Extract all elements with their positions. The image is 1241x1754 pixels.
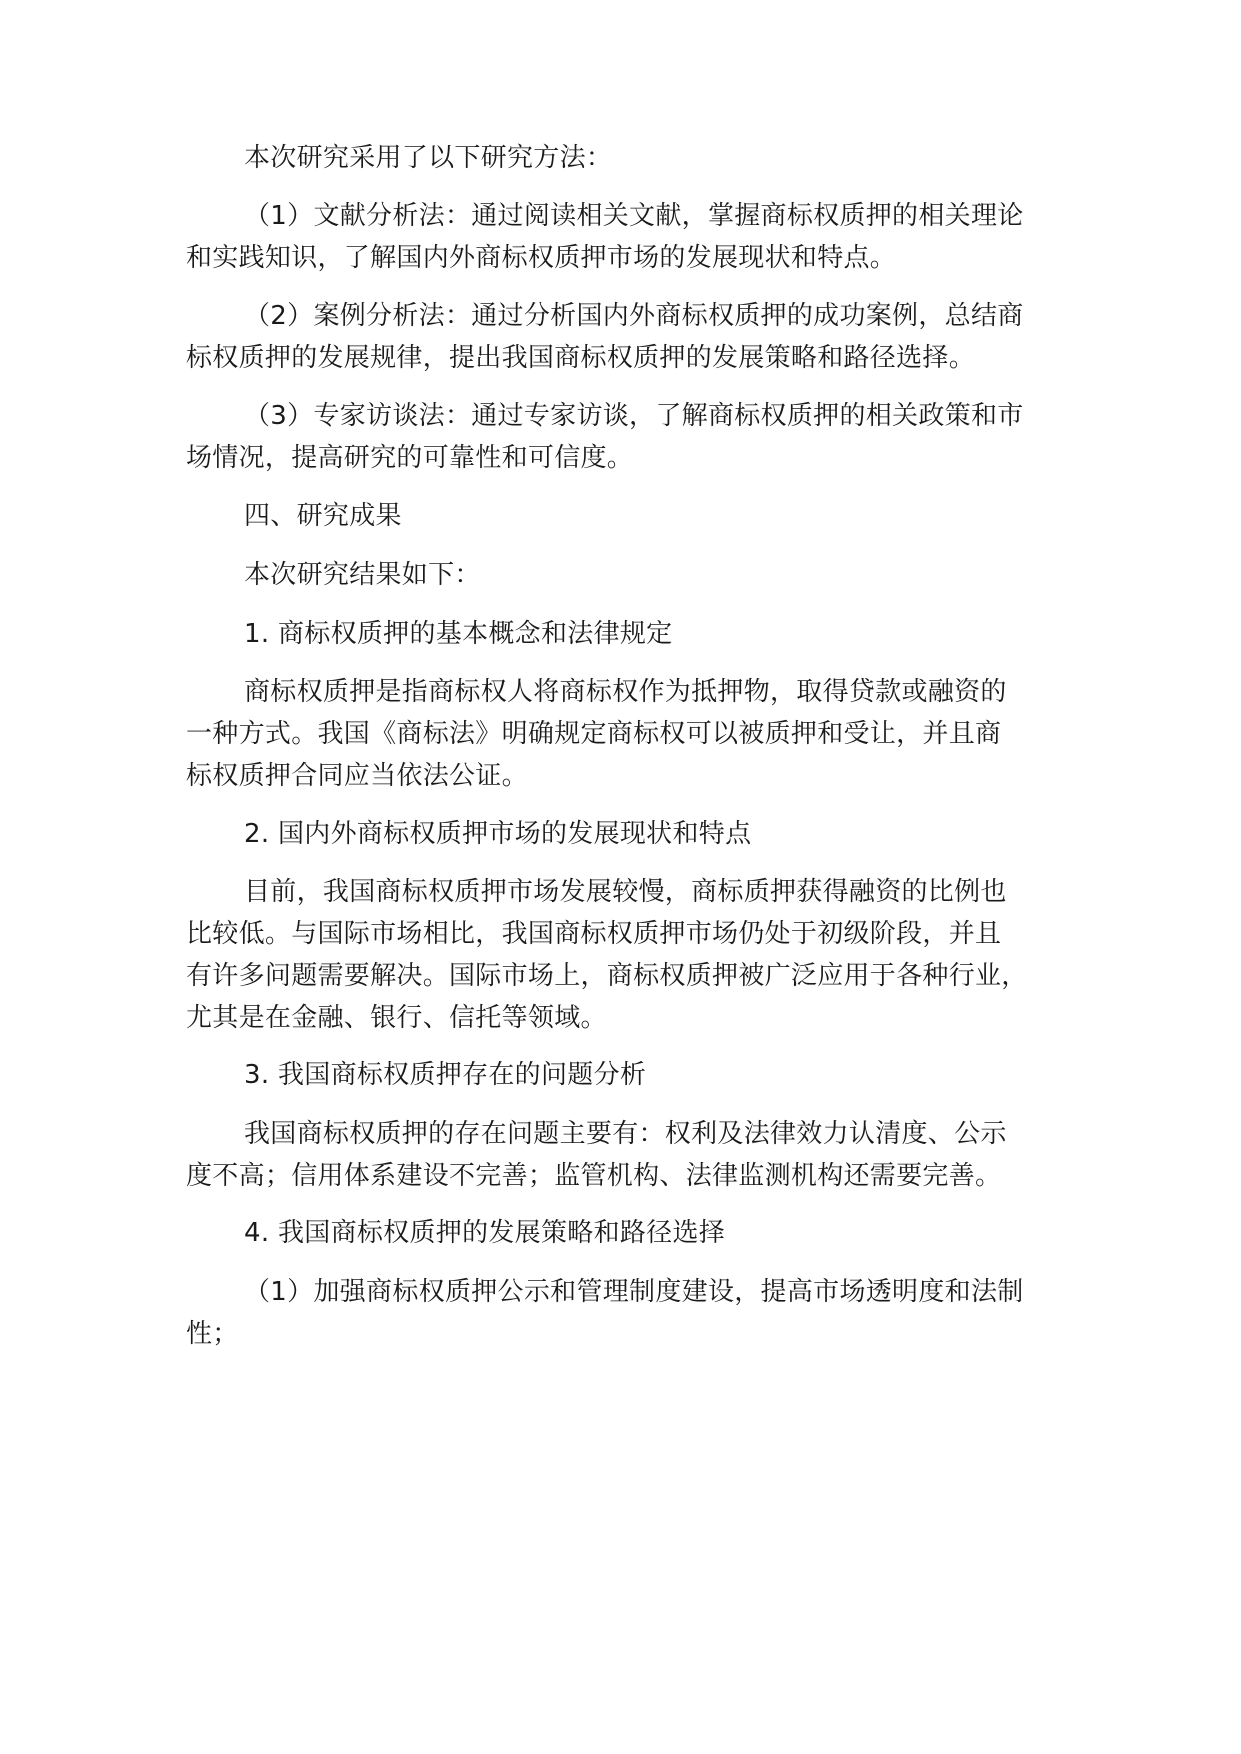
results-intro: 本次研究结果如下：: [244, 560, 481, 590]
strategy-1-line-2: 性；: [186, 1319, 239, 1349]
method-3-line-2: 场情况，提高研究的可靠性和可信度。: [186, 443, 634, 473]
method-1-line-2: 和实践知识，了解国内外商标权质押市场的发展现状和特点。: [186, 243, 897, 273]
section-heading: 四、研究成果: [244, 501, 402, 531]
result-2-para-line-2: 比较低。与国际市场相比，我国商标权质押市场仍处于初级阶段，并且: [186, 919, 1002, 949]
result-3-heading: 3. 我国商标权质押存在的问题分析: [244, 1060, 647, 1090]
result-2-para-line-4: 尤其是在金融、银行、信托等领域。: [186, 1003, 607, 1033]
strategy-1-line-1: （1）加强商标权质押公示和管理制度建设，提高市场透明度和法制: [244, 1277, 1024, 1307]
result-3-para-line-1: 我国商标权质押的存在问题主要有：权利及法律效力认清度、公示: [244, 1119, 1007, 1149]
method-3-line-1: （3）专家访谈法：通过专家访谈，了解商标权质押的相关政策和市: [244, 401, 1024, 431]
result-3-para-line-2: 度不高；信用体系建设不完善；监管机构、法律监测机构还需要完善。: [186, 1161, 1002, 1191]
method-2-line-1: （2）案例分析法：通过分析国内外商标权质押的成功案例，总结商: [244, 301, 1024, 331]
result-2-para-line-3: 有许多问题需要解决。国际市场上，商标权质押被广泛应用于各种行业，: [186, 961, 1028, 991]
result-1-heading: 1. 商标权质押的基本概念和法律规定: [244, 619, 673, 649]
method-1-line-1: （1）文献分析法：通过阅读相关文献，掌握商标权质押的相关理论: [244, 201, 1024, 231]
result-1-para-line-3: 标权质押合同应当依法公证。: [186, 761, 528, 791]
methods-intro: 本次研究采用了以下研究方法：: [244, 143, 613, 173]
result-2-para-line-1: 目前，我国商标权质押市场发展较慢，商标质押获得融资的比例也: [244, 877, 1007, 907]
result-2-heading: 2. 国内外商标权质押市场的发展现状和特点: [244, 819, 752, 849]
method-2-line-2: 标权质押的发展规律，提出我国商标权质押的发展策略和路径选择。: [186, 343, 976, 373]
result-1-para-line-2: 一种方式。我国《商标法》明确规定商标权可以被质押和受让，并且商: [186, 719, 1002, 749]
result-1-para-line-1: 商标权质押是指商标权人将商标权作为抵押物，取得贷款或融资的: [244, 677, 1007, 707]
result-4-heading: 4. 我国商标权质押的发展策略和路径选择: [244, 1218, 726, 1248]
